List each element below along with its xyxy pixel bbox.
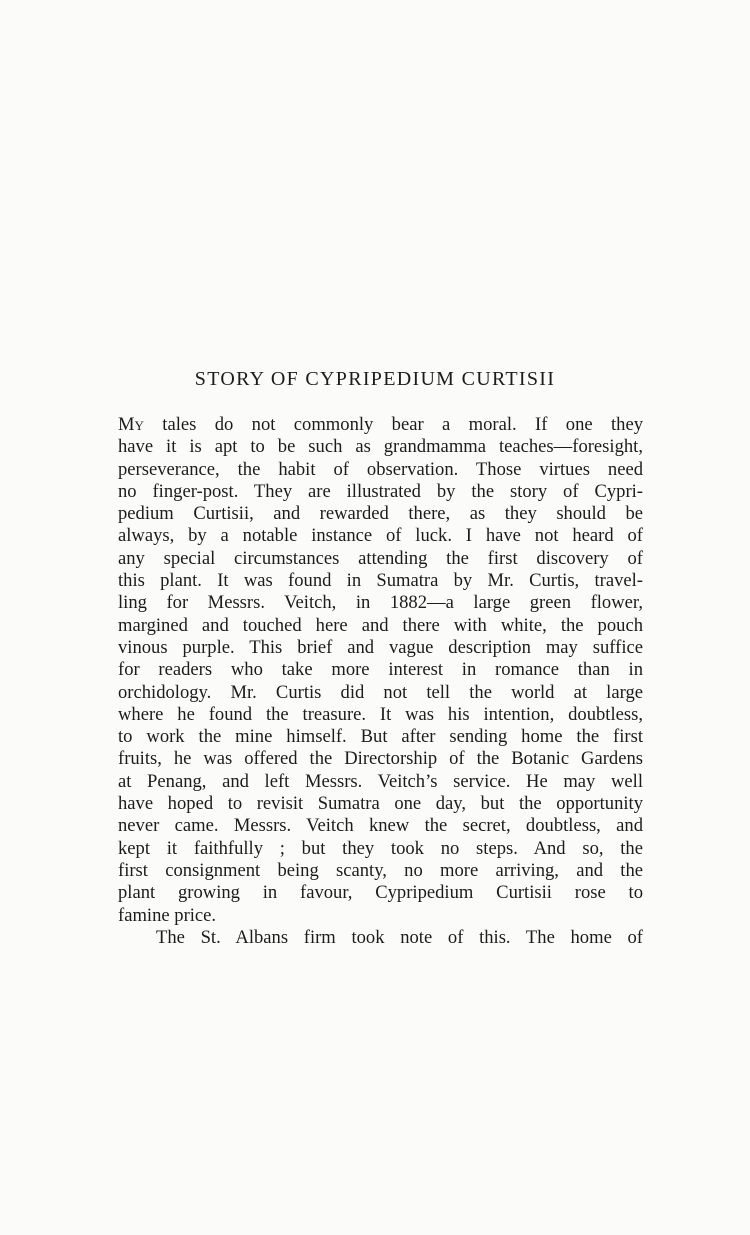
paragraph-1 bbox=[118, 414, 643, 927]
text-line: orchidology. Mr. Curtis did not tell the world at large bbox=[118, 681, 643, 703]
text-line: fruits, he was offered the Directorship of the Botanic Gardens bbox=[118, 748, 643, 770]
text-line: have it is apt to be such as grandmamma teaches—foresight, bbox=[118, 436, 643, 458]
text-line: no finger-post. They are illustrated by the story of Cypri- bbox=[118, 480, 643, 502]
text-line: never came. Messrs. Veitch knew the secret, doubtless, and bbox=[118, 815, 643, 837]
text-line: kept it faithfully ; but they took no steps. And so, the bbox=[118, 837, 643, 859]
text-line: at Penang, and left Messrs. Veitch’s service. He may well bbox=[118, 770, 643, 792]
text-line: where he found the treasure. It was his intention, doubtless, bbox=[118, 703, 643, 725]
body-text bbox=[118, 414, 643, 949]
text-line: vinous purple. This brief and vague description may suffice bbox=[118, 636, 643, 658]
text-line: always, by a notable instance of luck. I have not heard of bbox=[118, 525, 643, 547]
text-line: for readers who take more interest in romance than in bbox=[118, 659, 643, 681]
text-line: ling for Messrs. Veitch, in 1882—a large green flower, bbox=[118, 592, 643, 614]
paragraph-2 bbox=[118, 927, 643, 949]
text-line: this plant. It was found in Sumatra by Mr. Curtis, travel- bbox=[118, 570, 643, 592]
text-line: pedium Curtisii, and rewarded there, as they should be bbox=[118, 503, 643, 525]
text-line: plant growing in favour, Cypripedium Curtisii rose to bbox=[118, 882, 643, 904]
text-line: first consignment being scanty, no more arriving, and the bbox=[118, 859, 643, 881]
text-line: perseverance, the habit of observation. Those virtues need bbox=[118, 458, 643, 480]
drop-word: My bbox=[118, 414, 144, 435]
text-line: have hoped to revisit Sumatra one day, but the opportunity bbox=[118, 793, 643, 815]
chapter-title: STORY OF CYPRIPEDIUM CURTISII bbox=[194, 368, 556, 390]
text-line: The St. Albans firm took note of this. The home of bbox=[156, 926, 643, 948]
text-line: margined and touched here and there with white, the pouch bbox=[118, 614, 643, 636]
text-line: famine price. bbox=[118, 904, 217, 926]
text-line: to work the mine himself. But after sending home the first bbox=[118, 726, 643, 748]
text-line: My tales do not commonly bear a moral. If one they bbox=[118, 414, 643, 435]
text-line: any special circumstances attending the first discovery of bbox=[118, 547, 643, 569]
